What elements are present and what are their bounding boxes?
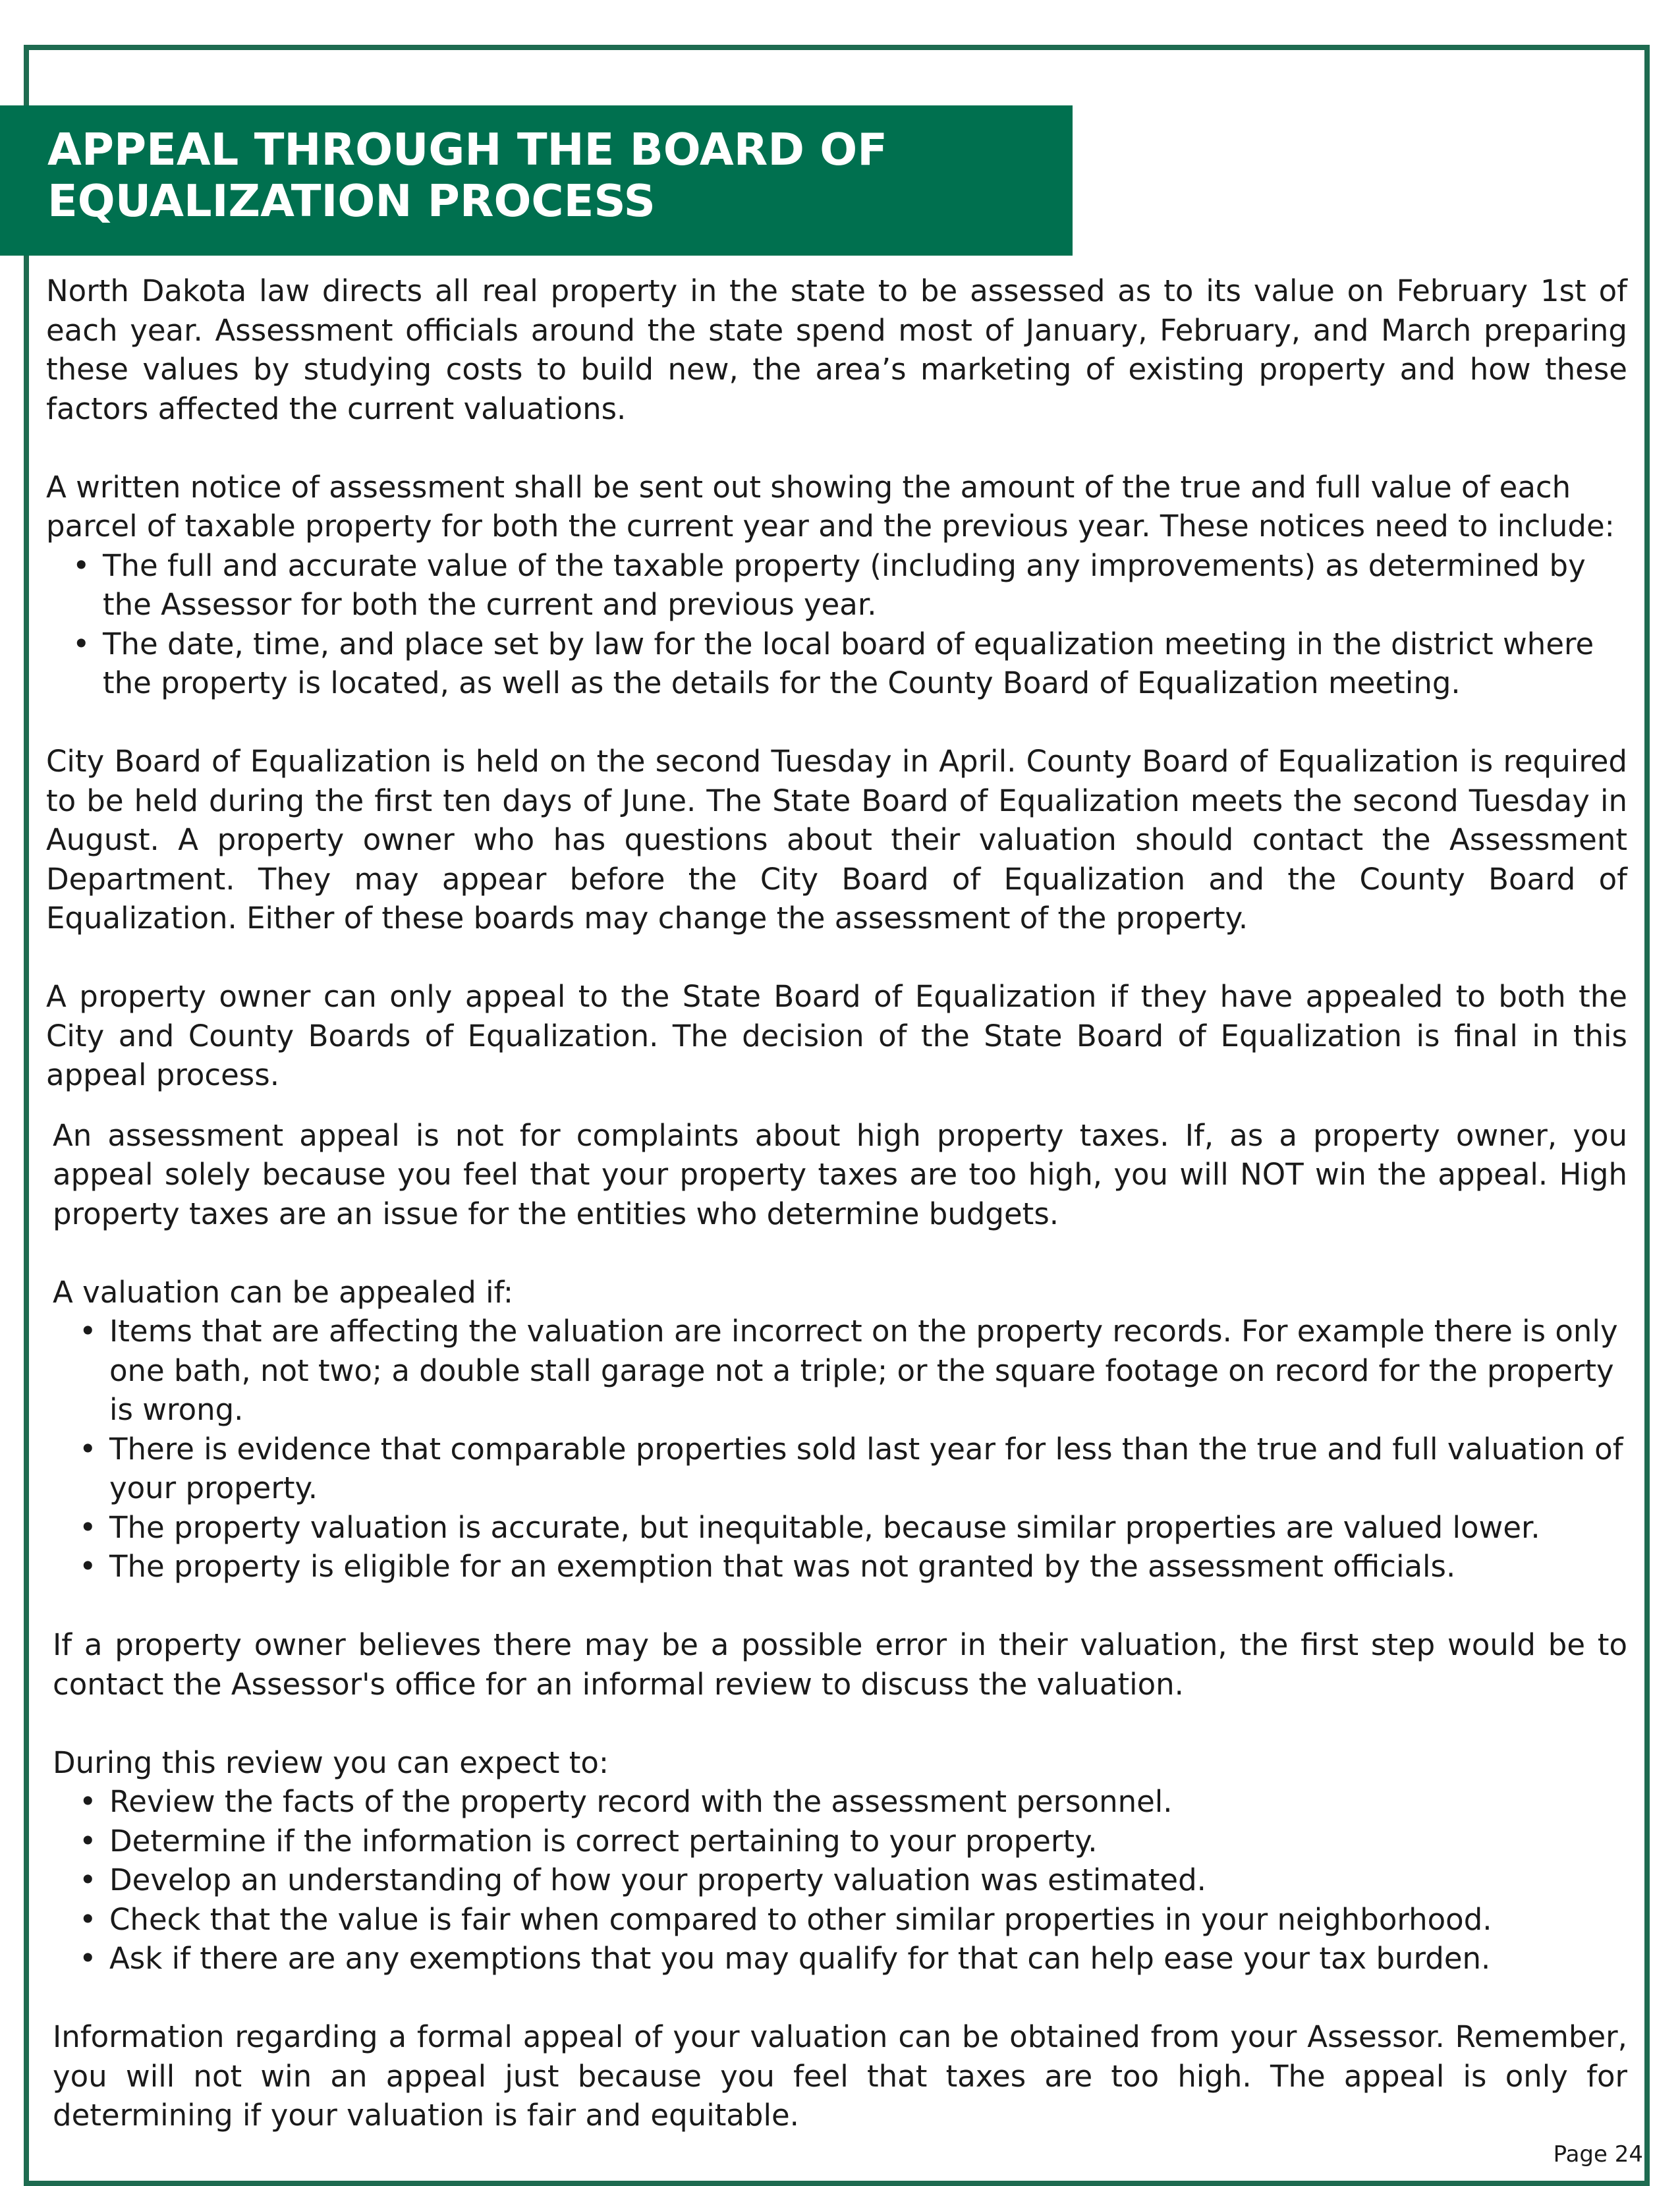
list-item: • Determine if the information is correct pertaining to your property.: [109, 1822, 1627, 1861]
list-item: • Review the facts of the property record with the assessment personnel.: [109, 1782, 1627, 1822]
page-number: Page 24: [1553, 2141, 1643, 2168]
list-item: • Items that are affecting the valuation are incorrect on the property records. For example there is only one bath, not two; a double stall garage not a triple; or the square footage on record for the property is wrong.: [109, 1312, 1627, 1430]
paragraph-formal-appeal-info: Information regarding a formal appeal of your valuation can be obtained from your Assessor. Remember, you will not win an appeal just because you feel that taxes are too high. The appeal is only for determining if your valuation is fair and equitable.: [53, 2019, 1627, 2133]
paragraph-review-expectations-intro: During this review you can expect to:: [53, 1745, 609, 1780]
paragraph-not-for-tax-complaints: An assessment appeal is not for complaints about high property taxes. If, as a property owner, you appeal solely because you feel that your property taxes are too high, you will NOT win the appeal. High property taxes are an issue for the entities who determine budgets.: [53, 1117, 1627, 1231]
list-item: • Ask if there are any exemptions that you may qualify for that can help ease your tax burden.: [109, 1939, 1627, 1978]
paragraph-board-schedule: City Board of Equalization is held on the second Tuesday in April. County Board of Equalization is required to be held during the first ten days of June. The State Board of Equalization meets the second Tuesday in August. A property owner who has questions about their valuation should contact the Assessment Department. They may appear before the City Board of Equalization and the County Board of Equalization. Either of these boards may change the assessment of the property.: [46, 744, 1627, 936]
document-body-continued: [46, 1116, 1627, 2135]
paragraph-appeal-conditions-intro: A valuation can be appealed if:: [53, 1274, 514, 1310]
list-item: • The property valuation is accurate, but inequitable, because similar properties are valued lower.: [109, 1508, 1627, 1548]
list-item: • The property is eligible for an exemption that was not granted by the assessment officials.: [109, 1547, 1627, 1586]
paragraph-state-board-appeal: A property owner can only appeal to the State Board of Equalization if they have appealed to both the City and County Boards of Equalization. The decision of the State Board of Equalization is final in this appeal process.: [46, 979, 1627, 1092]
document-body: [46, 271, 1627, 2135]
paragraph-notice-of-assessment: A written notice of assessment shall be sent out showing the amount of the true and full value of each parcel of taxable property for both the current year and the previous year. These notices need to include:: [46, 469, 1615, 544]
list-item: • The full and accurate value of the taxable property (including any improvements) as determined by the Assessor for both the current and previous year.: [103, 546, 1627, 625]
list-item: • Check that the value is fair when compared to other similar properties in your neighborhood.: [109, 1900, 1627, 1940]
paragraph-assessment-date: North Dakota law directs all real property in the state to be assessed as to its value on February 1st of each year. Assessment officials around the state spend most of January, February, and March preparing these values by studying costs to build new, the area’s marketing of existing property and how these factors affected the current valuations.: [46, 273, 1627, 426]
list-item: • The date, time, and place set by law for the local board of equalization meeting in the district where the property is located, as well as the details for the County Board of Equalization meeting.: [103, 625, 1627, 703]
review-expectations-list: [53, 1782, 1627, 1978]
header-band: [0, 105, 1073, 256]
list-item: • There is evidence that comparable properties sold last year for less than the true and full valuation of your property.: [109, 1430, 1627, 1508]
page-title: APPEAL THROUGH THE BOARD OF EQUALIZATION PROCESS: [47, 124, 888, 227]
appeal-conditions-list: [53, 1312, 1627, 1586]
paragraph-informal-review: If a property owner believes there may be a possible error in their valuation, the first step would be to contact the Assessor's office for an informal review to discuss the valuation.: [53, 1627, 1627, 1702]
list-item: • Develop an understanding of how your property valuation was estimated.: [109, 1861, 1627, 1900]
notice-requirements-list: [46, 546, 1627, 703]
